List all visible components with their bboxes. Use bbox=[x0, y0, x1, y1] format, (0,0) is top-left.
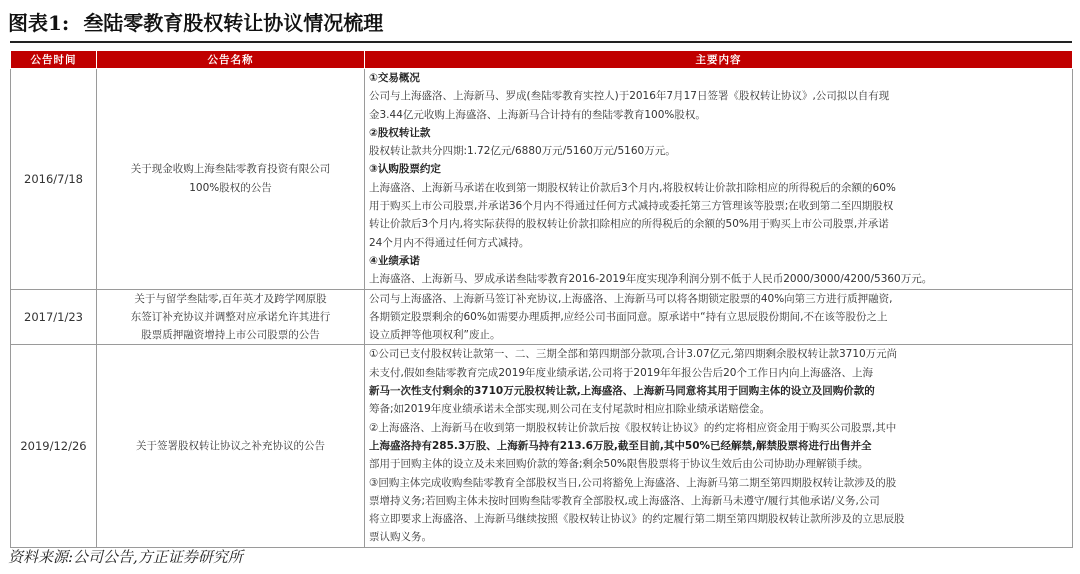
header-content: 主要内容 bbox=[365, 51, 1073, 69]
header-name: 公告名称 bbox=[97, 51, 365, 69]
agreement-table bbox=[10, 50, 1073, 548]
row-main-content bbox=[365, 289, 1073, 345]
content-line-bold: 上海盛洛持有285.3万股、上海新马持有213.6万股,截至目前,其中50%已经解禁,解禁股票将进行出售并全 bbox=[369, 439, 872, 452]
table-row bbox=[11, 345, 1073, 547]
section-heading: ④业绩承诺 bbox=[369, 254, 420, 267]
row-date: 2019/12/26 bbox=[11, 345, 97, 547]
name-line: 关于与留学叁陆零,百年英才及跨学网原股 bbox=[134, 292, 327, 305]
section-heading: ③认购股票约定 bbox=[369, 163, 441, 176]
content-line: 未支付,假如叁陆零教育完成2019年度业绩承诺,公司将于2019年年报公告后20个工作日内向上海盛洛、上海 bbox=[369, 366, 873, 379]
content-line: 票认购义务。 bbox=[369, 531, 432, 544]
name-line: 东签订补充协议并调整对应承诺允许其进行 bbox=[130, 310, 331, 323]
row-date: 2016/7/18 bbox=[11, 69, 97, 290]
row-announcement-name bbox=[97, 69, 365, 290]
row-main-content bbox=[365, 69, 1073, 290]
content-line: ①公司已支付股权转让款第一、二、三期全部和第四期部分款项,合计3.07亿元,第四期剩余股权转让款3710万元尚 bbox=[369, 348, 898, 361]
title-divider bbox=[10, 41, 1072, 43]
content-line: 上海盛洛、上海新马、罗成承诺叁陆零教育2016-2019年度实现净利润分别不低于人民币2000/3000/4200/5360万元。 bbox=[369, 273, 933, 286]
content-line: 将立即要求上海盛洛、上海新马继续按照《股权转让协议》的约定履行第二期至第四期股权转让款所涉及的立思辰股 bbox=[369, 513, 905, 526]
content-line: 上海盛洛、上海新马承诺在收到第一期股权转让价款后3个月内,将股权转让价款扣除相应的所得税后的余额的60% bbox=[369, 181, 896, 194]
content-line: 筹备;如2019年度业绩承诺未全部实现,则公司在支付尾款时相应扣除业绩承诺赔偿金。 bbox=[369, 403, 771, 416]
name-line: 关于现金收购上海叁陆零教育投资有限公司 bbox=[130, 163, 331, 176]
row-announcement-name bbox=[97, 289, 365, 345]
figure-label: 图表1: bbox=[8, 11, 70, 35]
figure-title-text: 叁陆零教育股权转让协议情况梳理 bbox=[83, 11, 384, 35]
table-header-row bbox=[11, 51, 1073, 69]
table-row bbox=[11, 289, 1073, 345]
content-line: 转让价款后3个月内,将实际获得的股权转让价款扣除相应的所得税后的余额的50%用于购买上市公司股票,并承诺 bbox=[369, 218, 889, 231]
name-line: 关于签署股权转让协议之补充协议的公告 bbox=[136, 439, 325, 452]
figure-title bbox=[8, 8, 383, 38]
row-date: 2017/1/23 bbox=[11, 289, 97, 345]
name-line: 股票质押融资增持上市公司股票的公告 bbox=[141, 329, 320, 342]
row-announcement-name bbox=[97, 345, 365, 547]
content-line: ③回购主体完成收购叁陆零教育全部股权当日,公司将豁免上海盛洛、上海新马第二期至第四期股权转让款涉及的股 bbox=[369, 476, 897, 489]
content-line: 部用于回购主体的设立及未来回购价款的筹备;剩余50%限售股票将于协议生效后由公司协助办理解锁手续。 bbox=[369, 458, 869, 471]
content-line: ②上海盛洛、上海新马在收到第一期股权转让价款后按《股权转让协议》的约定将相应资金用于购买公司股票,其中 bbox=[369, 421, 897, 434]
name-line: 100%股权的公告 bbox=[189, 181, 272, 194]
content-line: 设立质押等他项权利”废止。 bbox=[369, 329, 501, 342]
content-line: 金3.44亿元收购上海盛洛、上海新马合计持有的叁陆零教育100%股权。 bbox=[369, 108, 706, 121]
content-line: 公司与上海盛洛、上海新马、罗成(叁陆零教育实控人)于2016年7月17日签署《股权转让协议》,公司拟以自有现 bbox=[369, 90, 890, 103]
content-line: 票增持义务;若回购主体未按时回购叁陆零教育全部股权,或上海盛洛、上海新马未遵守/履行其他承诺/义务,公司 bbox=[369, 494, 880, 507]
content-line: 公司与上海盛洛、上海新马签订补充协议,上海盛洛、上海新马可以将各期锁定股票的40%向第三方进行质押融资, bbox=[369, 292, 893, 305]
content-line: 股权转让款共分四期:1.72亿元/6880万元/5160万元/5160万元。 bbox=[369, 145, 676, 158]
content-line: 用于购买上市公司股票,并承诺36个月内不得通过任何方式减持或委托第三方管理该等股票;在收到第二至四期股权 bbox=[369, 200, 894, 213]
source-note: 资料来源:公司公告,方正证券研究所 bbox=[8, 548, 243, 566]
row-main-content bbox=[365, 345, 1073, 547]
content-line: 各期锁定股票剩余的60%如需要办理质押,应经公司书面同意。原承诺中“持有立思辰股份期间,不在该等股份之上 bbox=[369, 310, 888, 323]
section-heading: ②股权转让款 bbox=[369, 126, 431, 139]
section-heading: ①交易概况 bbox=[369, 72, 420, 84]
header-date: 公告时间 bbox=[11, 51, 97, 69]
content-line-bold: 新马一次性支付剩余的3710万元股权转让款,上海盛洛、上海新马同意将其用于回购主体的设立及回购价款的 bbox=[369, 385, 875, 398]
table-row bbox=[11, 69, 1073, 290]
content-line: 24个月内不得通过任何方式减持。 bbox=[369, 236, 530, 249]
